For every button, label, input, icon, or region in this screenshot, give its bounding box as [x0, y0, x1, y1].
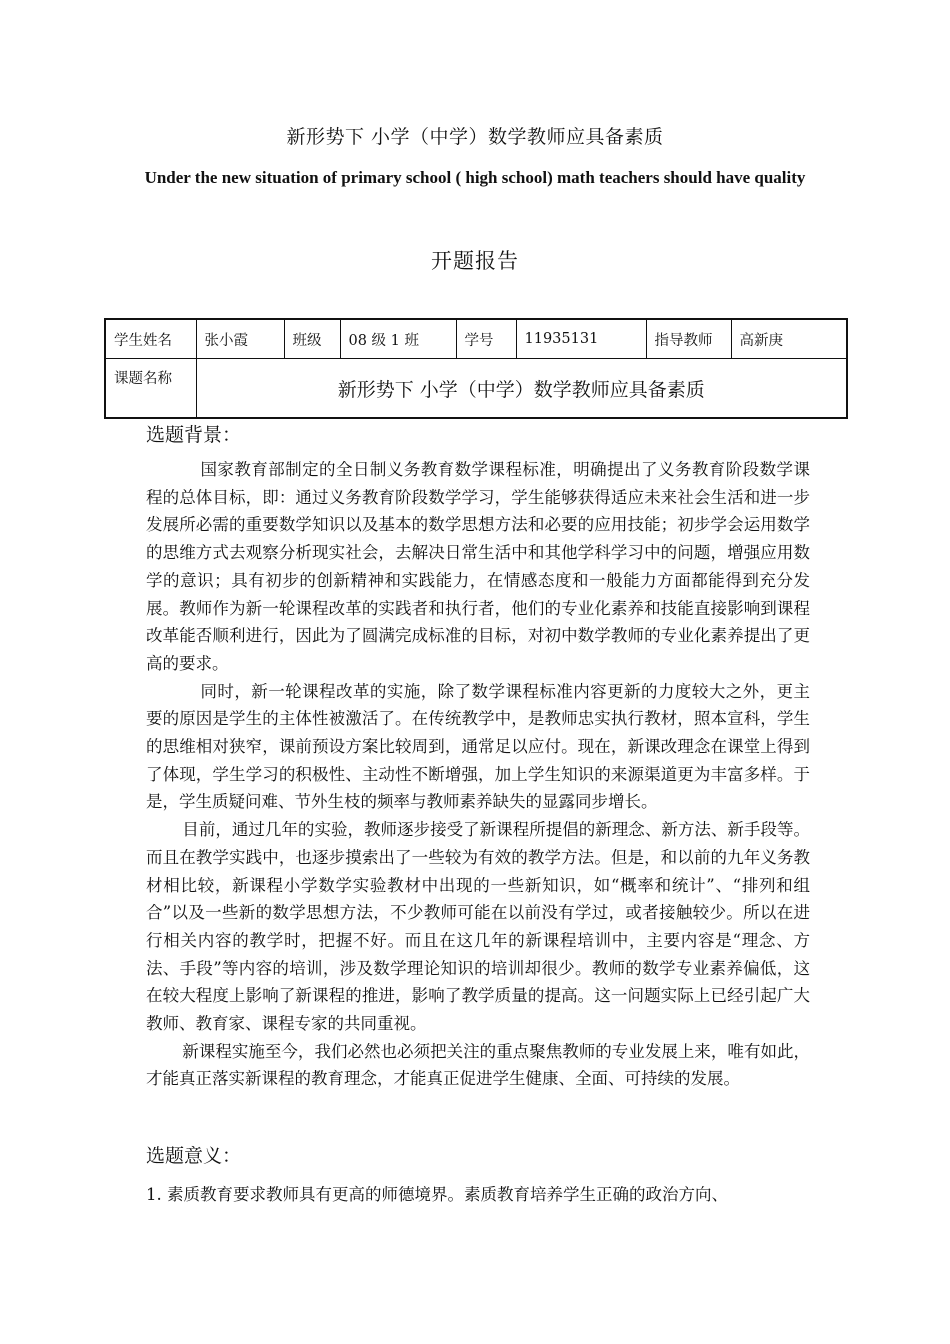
- background-heading: 选题背景：: [146, 424, 242, 446]
- significance-item-1: 1. 素质教育要求教师具有更高的师德境界。素质教育培养学生正确的政治方向、: [146, 1185, 728, 1204]
- significance-heading: 选题意义：: [146, 1145, 242, 1167]
- document-title-en: Under the new situation of primary school ( high school) math teachers should have quality: [144, 168, 806, 187]
- document-title-cn: 新形势下 小学（中学）数学教师应具备素质: [286, 126, 664, 148]
- background-body: [146, 456, 810, 1093]
- student-name-value: 张小霞: [196, 319, 284, 359]
- advisor-label: 指导教师: [646, 319, 731, 359]
- class-label: 班级: [284, 319, 340, 359]
- report-title: 开题报告: [431, 249, 519, 273]
- topic-label: 课题名称: [105, 359, 196, 419]
- background-paragraph-4: 新课程实施至今，我们必然也必须把关注的重点聚焦教师的专业发展上来，唯有如此，才能真正落实新课程的教育理念，才能真正促进学生健康、全面、可持续的发展。: [146, 1041, 810, 1089]
- background-paragraph-1: 国家教育部制定的全日制义务教育数学课程标准，明确提出了义务教育阶段数学课程的总体目标，即：通过义务教育阶段数学学习，学生能够获得适应未来社会生活和进一步发展所必需的重要数学知识以及基本的数学思想方法和必要的应用技能；初步学会运用数学的思维方式去观察分析现实社会，去解决日常生活中和其他学科学习中的问题，增强应用数学的意识；具有初步的创新精神和实践能力，在情感态度和一般能力方面都能得到充分发展。教师作为新一轮课程改革的实践者和执行者，他们的专业化素养和技能直接影响到课程改革能否顺利进行，因此为了圆满完成标准的目标，对初中数学教师的专业化素养提出了更高的要求。: [146, 460, 810, 673]
- student-name-label: 学生姓名: [105, 319, 196, 359]
- class-value: 08 级 1 班: [340, 319, 456, 359]
- topic-value: 新形势下 小学（中学）数学教师应具备素质: [196, 359, 847, 419]
- background-paragraph-2: 同时，新一轮课程改革的实施，除了数学课程标准内容更新的力度较大之外，更主要的原因是学生的主体性被激活了。在传统教学中，是教师忠实执行教材，照本宣科，学生的思维相对狭窄，课前预设方案比较周到，通常足以应付。现在，新课改理念在课堂上得到了体现，学生学习的积极性、主动性不断增强，加上学生知识的来源渠道更为丰富多样。于是，学生质疑问难、节外生枝的频率与教师素养缺失的显露同步增长。: [146, 681, 810, 812]
- info-table: [104, 318, 848, 419]
- background-paragraph-3: 目前，通过几年的实验，教师逐步接受了新课程所提倡的新理念、新方法、新手段等。而且在教学实践中，也逐步摸索出了一些较为有效的教学方法。但是，和以前的九年义务教材相比较，新课程小学数学实验教材中出现的一些新知识，如“概率和统计”、“排列和组合”以及一些新的数学思想方法，不少教师可能在以前没有学过，或者接触较少。所以在进行相关内容的教学时，把握不好。而且在这几年的新课程培训中，主要内容是“理念、方法、手段”等内容的培训，涉及数学理论知识的培训却很少。教师的数学专业素养偏低，这在较大程度上影响了新课程的推进，影响了教学质量的提高。这一问题实际上已经引起广大教师、教育家、课程专家的共同重视。: [146, 820, 810, 1034]
- student-id-label: 学号: [456, 319, 516, 359]
- info-row-2: [105, 359, 847, 419]
- advisor-value: 高新庚: [731, 319, 847, 359]
- info-row-1: [105, 319, 847, 359]
- student-id-value: 11935131: [516, 319, 646, 359]
